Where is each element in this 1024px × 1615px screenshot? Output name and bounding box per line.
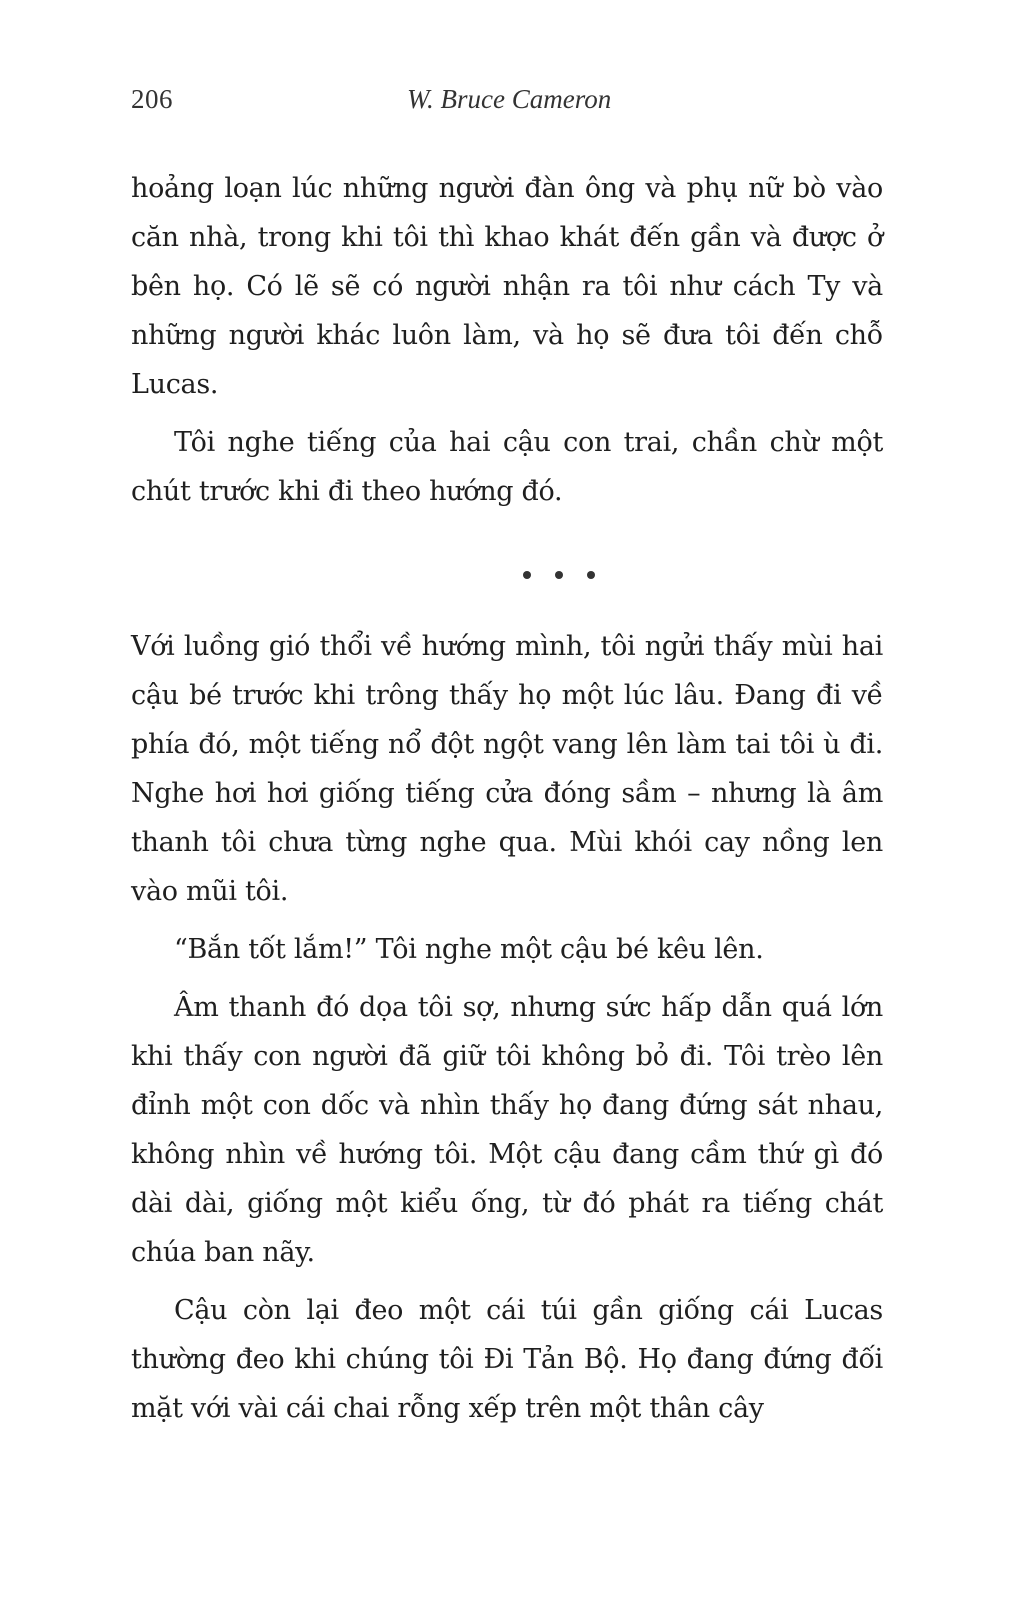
scene-break-dot — [587, 571, 595, 579]
paragraph: Cậu còn lại đeo một cái túi gần giống cái Lucas thường đeo khi chúng tôi Đi Tản Bộ. Họ đang đứng đối mặt với vài cái chai rỗng xếp trên một thân cây — [131, 1295, 883, 1424]
scene-break-dot — [555, 571, 563, 579]
page-header — [131, 84, 893, 124]
paragraph: “Bắn tốt lắm!” Tôi nghe một cậu bé kêu lên. — [174, 934, 764, 965]
paragraph: hoảng loạn lúc những người đàn ông và phụ nữ bò vào căn nhà, trong khi tôi thì khao khát đến gần và được ở bên họ. Có lẽ sẽ có người nhận ra tôi như cách Ty và những người khác luôn làm, và họ sẽ đưa tôi đến chỗ Lucas. — [131, 173, 883, 400]
paragraph: Với luồng gió thổi về hướng mình, tôi ngửi thấy mùi hai cậu bé trước khi trông thấy họ một lúc lâu. Đang đi về phía đó, một tiếng nổ đột ngột vang lên làm tai tôi ù đi. Nghe hơi hơi giống tiếng cửa đóng sầm – nhưng là âm thanh tôi chưa từng nghe qua. Mùi khói cay nồng len vào mũi tôi. — [131, 631, 883, 907]
body-text — [131, 164, 883, 1442]
scene-break-dot — [523, 571, 531, 579]
scene-break-ornament — [131, 523, 883, 626]
paragraph: Âm thanh đó dọa tôi sợ, nhưng sức hấp dẫn quá lớn khi thấy con người đã giữ tôi không bỏ đi. Tôi trèo lên đỉnh một con dốc và nhìn thấy họ đang đứng sát nhau, không nhìn về hướng tôi. Một cậu đang cầm thứ gì đó dài dài, giống một kiểu ống, từ đó phát ra tiếng chát chúa ban nãy. — [131, 992, 883, 1268]
running-head-author: W. Bruce Cameron — [407, 84, 612, 114]
paragraph: Tôi nghe tiếng của hai cậu con trai, chần chừ một chút trước khi đi theo hướng đó. — [131, 427, 883, 507]
page-number: 206 — [131, 84, 173, 114]
